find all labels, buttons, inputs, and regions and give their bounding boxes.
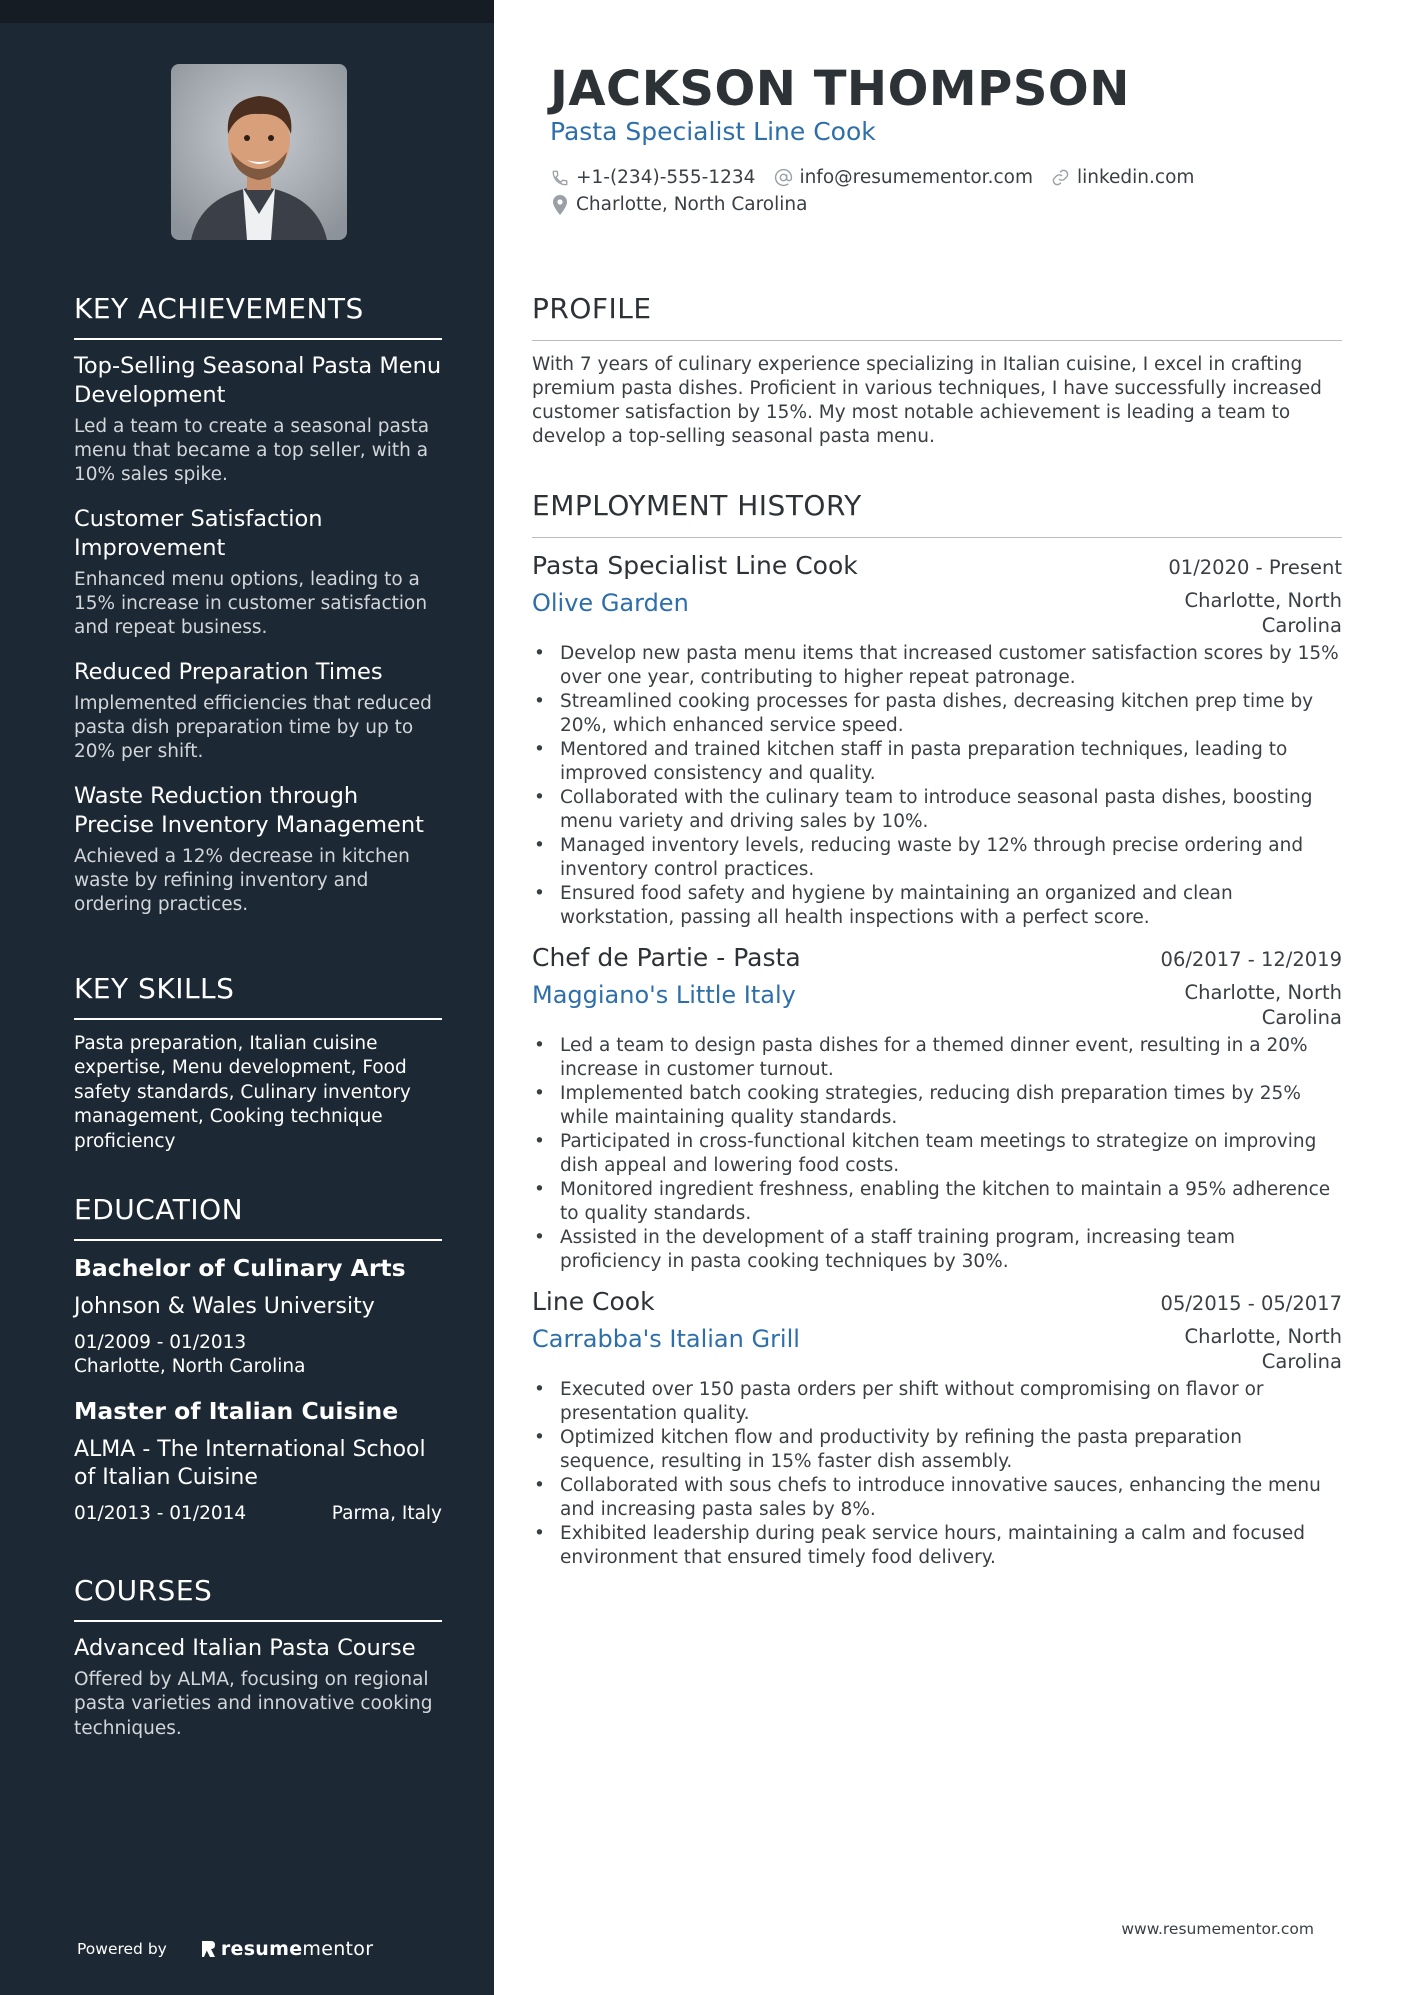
achievement-title: Top-Selling Seasonal Pasta Menu Development [74,352,442,408]
job-bullet: • Exhibited leadership during peak service hours, maintaining a calm and focused environment that ensured timely food delivery. [532,1522,1342,1570]
resumementor-logo-icon [199,1939,217,1959]
contact-info [550,164,1310,218]
job-bullet: • Implemented batch cooking strategies, reducing dish preparation times by 25% while maintaining quality standards. [532,1082,1342,1130]
profile-heading: PROFILE [532,292,1342,341]
job-bullet: • Collaborated with sous chefs to introduce innovative sauces, enhancing the menu and increasing pasta sales by 8%. [532,1474,1342,1522]
education-item [74,1396,442,1526]
job-entry [532,550,1342,930]
education-section [74,1193,442,1526]
brand-bold: resume [220,1938,303,1960]
education-school: ALMA - The International School of Italian Cuisine [74,1436,426,1490]
contact-row [550,164,1310,191]
contact-row [550,191,1310,218]
education-degree: Master of Italian Cuisine [74,1396,399,1425]
job-entry [532,942,1342,1274]
sidebar [0,0,494,1995]
job-company: Maggiano's Little Italy [532,980,796,1009]
job-dates: 06/2017 - 12/2019 [1160,947,1342,971]
contact-email[interactable] [773,164,1033,191]
powered-by-label: Powered by [77,1940,167,1958]
candidate-name: JACKSON THOMPSON [550,61,1130,117]
profile-text: With 7 years of culinary experience specializing in Italian cuisine, I excel in crafting premium pasta dishes. Proficient in various techniques, I have successfully increased customer satisfaction by 15%. My most notable achievement is leading a team to develop a top-selling seasonal pasta menu. [532,353,1322,447]
achievement-item [74,352,442,487]
job-dates: 05/2015 - 05/2017 [1160,1291,1342,1315]
course-description: Offered by ALMA, focusing on regional pasta varieties and innovative cooking techniques. [74,1668,433,1739]
job-bullet: • Monitored ingredient freshness, enabling the kitchen to maintain a 95% adherence to quality standards. [532,1178,1342,1226]
job-bullet: • Participated in cross-functional kitchen team meetings to strategize on improving dish appeal and lowering food costs. [532,1130,1342,1178]
achievement-title: Customer Satisfaction Improvement [74,505,323,561]
education-item [74,1253,442,1380]
phone-icon [550,168,570,188]
job-location: Charlotte, North Carolina [1184,588,1342,637]
achievement-item [74,782,442,917]
main-content [494,0,1410,1995]
job-bullet: • Streamlined cooking processes for pasta dishes, decreasing kitchen prep time by 20%, which enhanced service speed. [532,690,1342,738]
job-bullet: • Develop new pasta menu items that increased customer satisfaction scores by 15% over one year, contributing to higher repeat patronage. [532,642,1342,690]
job-bullet: • Mentored and trained kitchen staff in pasta preparation techniques, leading to improved consistency and quality. [532,738,1342,786]
education-school: Johnson & Wales University [74,1293,375,1319]
achievement-title: Waste Reduction through Precise Inventory Management [74,782,424,838]
achievement-description: Led a team to create a seasonal pasta menu that became a top seller, with a 10% sales spike. [74,415,430,485]
job-bullets [532,1378,1342,1570]
job-bullet: • Assisted in the development of a staff training program, increasing team proficiency in pasta cooking techniques by 30%. [532,1226,1342,1274]
resumementor-logo[interactable] [199,1938,374,1960]
education-meta-row [74,1502,442,1526]
brand-light: mentor [302,1938,374,1960]
achievement-item [74,658,442,764]
job-bullet: • Managed inventory levels, reducing waste by 12% through precise ordering and inventory control practices. [532,834,1342,882]
achievement-description: Achieved a 12% decrease in kitchen waste by refining inventory and ordering practices. [74,845,410,915]
link-icon [1051,168,1071,188]
job-location: Charlotte, North Carolina [1184,1324,1342,1373]
job-title: Pasta Specialist Line Cook [532,550,858,580]
courses-section [74,1574,442,1741]
courses-heading: COURSES [74,1574,442,1622]
job-company: Olive Garden [532,588,689,617]
location-text: Charlotte, North Carolina [576,194,808,215]
job-dates: 01/2020 - Present [1168,555,1342,579]
powered-by-footer [77,1938,373,1960]
profile-photo [171,64,347,240]
education-location: Charlotte, North Carolina [74,1356,306,1378]
job-bullet: • Collaborated with the culinary team to introduce seasonal pasta dishes, boosting menu variety and driving sales by 10%. [532,786,1342,834]
achievement-description: Enhanced menu options, leading to a 15% increase in customer satisfaction and repeat business. [74,568,428,638]
at-sign-icon [773,168,793,188]
contact-linkedin[interactable] [1051,164,1194,191]
achievement-item [74,505,442,640]
key-skills-section [74,972,442,1154]
job-bullet: • Led a team to design pasta dishes for a themed dinner event, resulting in a 20% increase in customer turnout. [532,1034,1342,1082]
contact-phone[interactable] [550,164,755,191]
job-bullets [532,642,1342,930]
employment-section [532,489,1342,1582]
key-achievements-heading: KEY ACHIEVEMENTS [74,292,442,340]
employment-heading: EMPLOYMENT HISTORY [532,489,1342,538]
website-link[interactable]: www.resumementor.com [1121,1920,1314,1938]
job-title: Chef de Partie - Pasta [532,942,801,972]
achievement-title: Reduced Preparation Times [74,658,383,685]
education-location: Parma, Italy [331,1502,442,1524]
education-dates: 01/2013 - 01/2014 [74,1502,247,1524]
location-pin-icon [550,195,570,215]
job-entry [532,1286,1342,1570]
education-heading: EDUCATION [74,1193,442,1241]
education-dates: 01/2009 - 01/2013 [74,1331,247,1353]
job-bullet: • Executed over 150 pasta orders per shift without compromising on flavor or presentation quality. [532,1378,1342,1426]
education-degree: Bachelor of Culinary Arts [74,1253,406,1282]
skills-list: Pasta preparation, Italian cuisine expertise, Menu development, Food safety standards, Culinary inventory management, Cooking technique proficiency [74,1032,411,1152]
job-bullets [532,1034,1342,1274]
sidebar-top-bar [0,0,494,23]
email-text: info@resumementor.com [799,167,1033,188]
phone-text: +1-(234)-555-1234 [576,167,756,188]
course-title: Advanced Italian Pasta Course [74,1634,416,1661]
candidate-title: Pasta Specialist Line Cook [550,117,876,146]
key-achievements-section [74,292,442,935]
job-company: Carrabba's Italian Grill [532,1324,800,1353]
key-skills-heading: KEY SKILLS [74,972,442,1020]
contact-location [550,191,807,218]
job-bullet: • Ensured food safety and hygiene by maintaining an organized and clean workstation, passing all health inspections with a perfect score. [532,882,1342,930]
job-location: Charlotte, North Carolina [1184,980,1342,1029]
achievement-description: Implemented efficiencies that reduced pasta dish preparation time by up to 20% per shift. [74,692,432,762]
profile-section [532,292,1342,449]
course-item [74,1634,442,1742]
linkedin-text: linkedin.com [1076,167,1195,188]
job-bullet: • Optimized kitchen flow and productivity by refining the pasta preparation sequence, resulting in 15% faster dish assembly. [532,1426,1342,1474]
job-title: Line Cook [532,1286,655,1316]
